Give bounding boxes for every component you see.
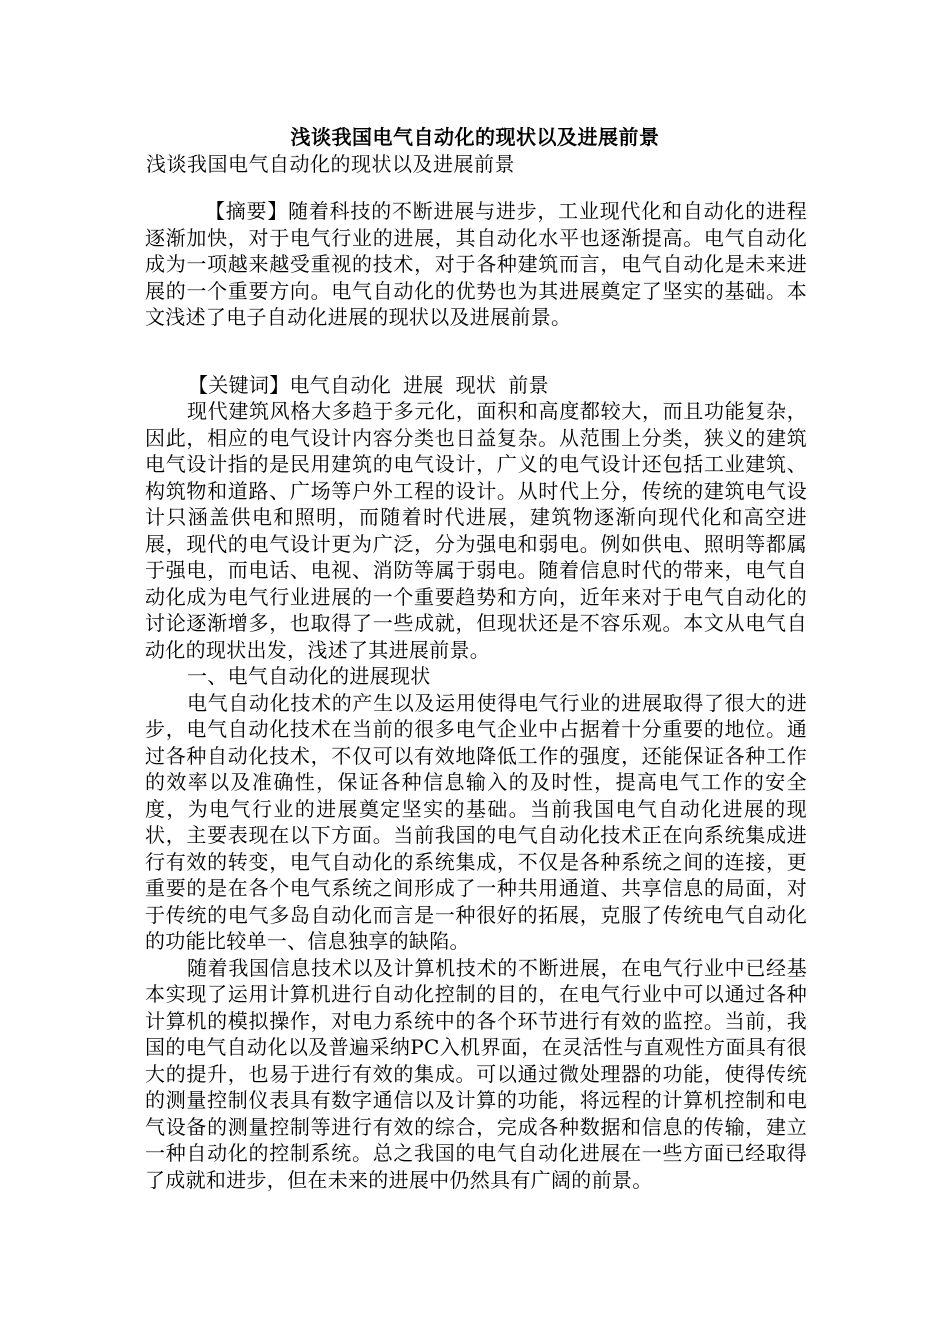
keywords-line (145, 372, 807, 399)
abstract-paragraph: 【摘要】随着科技的不断进展与进步，工业现代化和自动化的进程逐渐加快，对于电气行业的进展，其自动化水平也逐渐提高。电气自动化成为一项越来越受重视的技术，对于各种建筑而言，电气自动化是未来进展的一个重要方向。电气自动化的优势也为其进展奠定了坚实的基础。本文浅述了电子自动化进展的现状以及进展前景。 (145, 199, 807, 329)
keyword-item: 现状 (455, 373, 497, 397)
document-title: 浅谈我国电气自动化的现状以及进展前景 (290, 125, 660, 149)
body-paragraph: 现代建筑风格大多趋于多元化，面积和高度都较大，而且功能复杂，因此，相应的电气设计内容分类也日益复杂。从范围上分类，狭义的建筑电气设计指的是民用建筑的电气设计，广义的电气设计还包括工业建筑、构筑物和道路、广场等户外工程的设计。从时代上分，传统的建筑电气设计只涵盖供电和照明，而随着时代进展，建筑物逐渐向现代化和高空进展，现代的电气设计更为广泛，分为强电和弱电。例如供电、照明等都属于强电，而电话、电视、消防等属于弱电。随着信息时代的带来，电气自动化成为电气行业进展的一个重要趋势和方向，近年来对于电气自动化的讨论逐渐增多，也取得了一些成就，但现状还是不容乐观。本文从电气自动化的现状出发，浅述了其进展前景。 (145, 399, 807, 662)
section-heading: 一、电气自动化的进展现状 (187, 664, 431, 688)
body-paragraph: 电气自动化技术的产生以及运用使得电气行业的进展取得了很大的进步，电气自动化技术在当前的很多电气企业中占据着十分重要的地位。通过各种自动化技术，不仅可以有效地降低工作的强度，还能保证各种工作的效率以及准确性，保证各种信息输入的及时性，提高电气工作的安全度，为电气行业的进展奠定坚实的基础。当前我国电气自动化进展的现状，主要表现在以下方面。当前我国的电气自动化技术正在向系统集成进行有效的转变，电气自动化的系统集成，不仅是各种系统之间的连接，更重要的是在各个电气系统之间形成了一种共用通道、共享信息的局面，对于传统的电气多岛自动化而言是一种很好的拓展，克服了传统电气自动化的功能比较单一、信息独享的缺陷。 (145, 690, 807, 953)
keyword-item: 前景 (508, 373, 549, 397)
body-paragraph: 随着我国信息技术以及计算机技术的不断进展，在电气行业中已经基本实现了运用计算机进行自动化控制的目的，在电气行业中可以通过各种计算机的模拟操作，对电力系统中的各个环节进行有效的监控。当前，我国的电气自动化以及普遍采纳PC入机界面，在灵活性与直观性方面具有很大的提升，也易于进行有效的集成。可以通过微处理器的功能，使得传统的测量控制仪表具有数字通信以及计算的功能，将远程的计算机控制和电气设备的测量控制等进行有效的综合，完成各种数据和信息的传输，建立一种自动化的控制系统。总之我国的电气自动化进展在一些方面已经取得了成就和进步，但在未来的进展中仍然具有广阔的前景。 (145, 955, 807, 1192)
document-subtitle: 浅谈我国电气自动化的现状以及进展前景 (146, 152, 515, 176)
document-body (145, 398, 807, 1193)
keyword-item: 进展 (403, 373, 444, 397)
keywords-label: 【关键词】电气自动化 (188, 373, 391, 397)
